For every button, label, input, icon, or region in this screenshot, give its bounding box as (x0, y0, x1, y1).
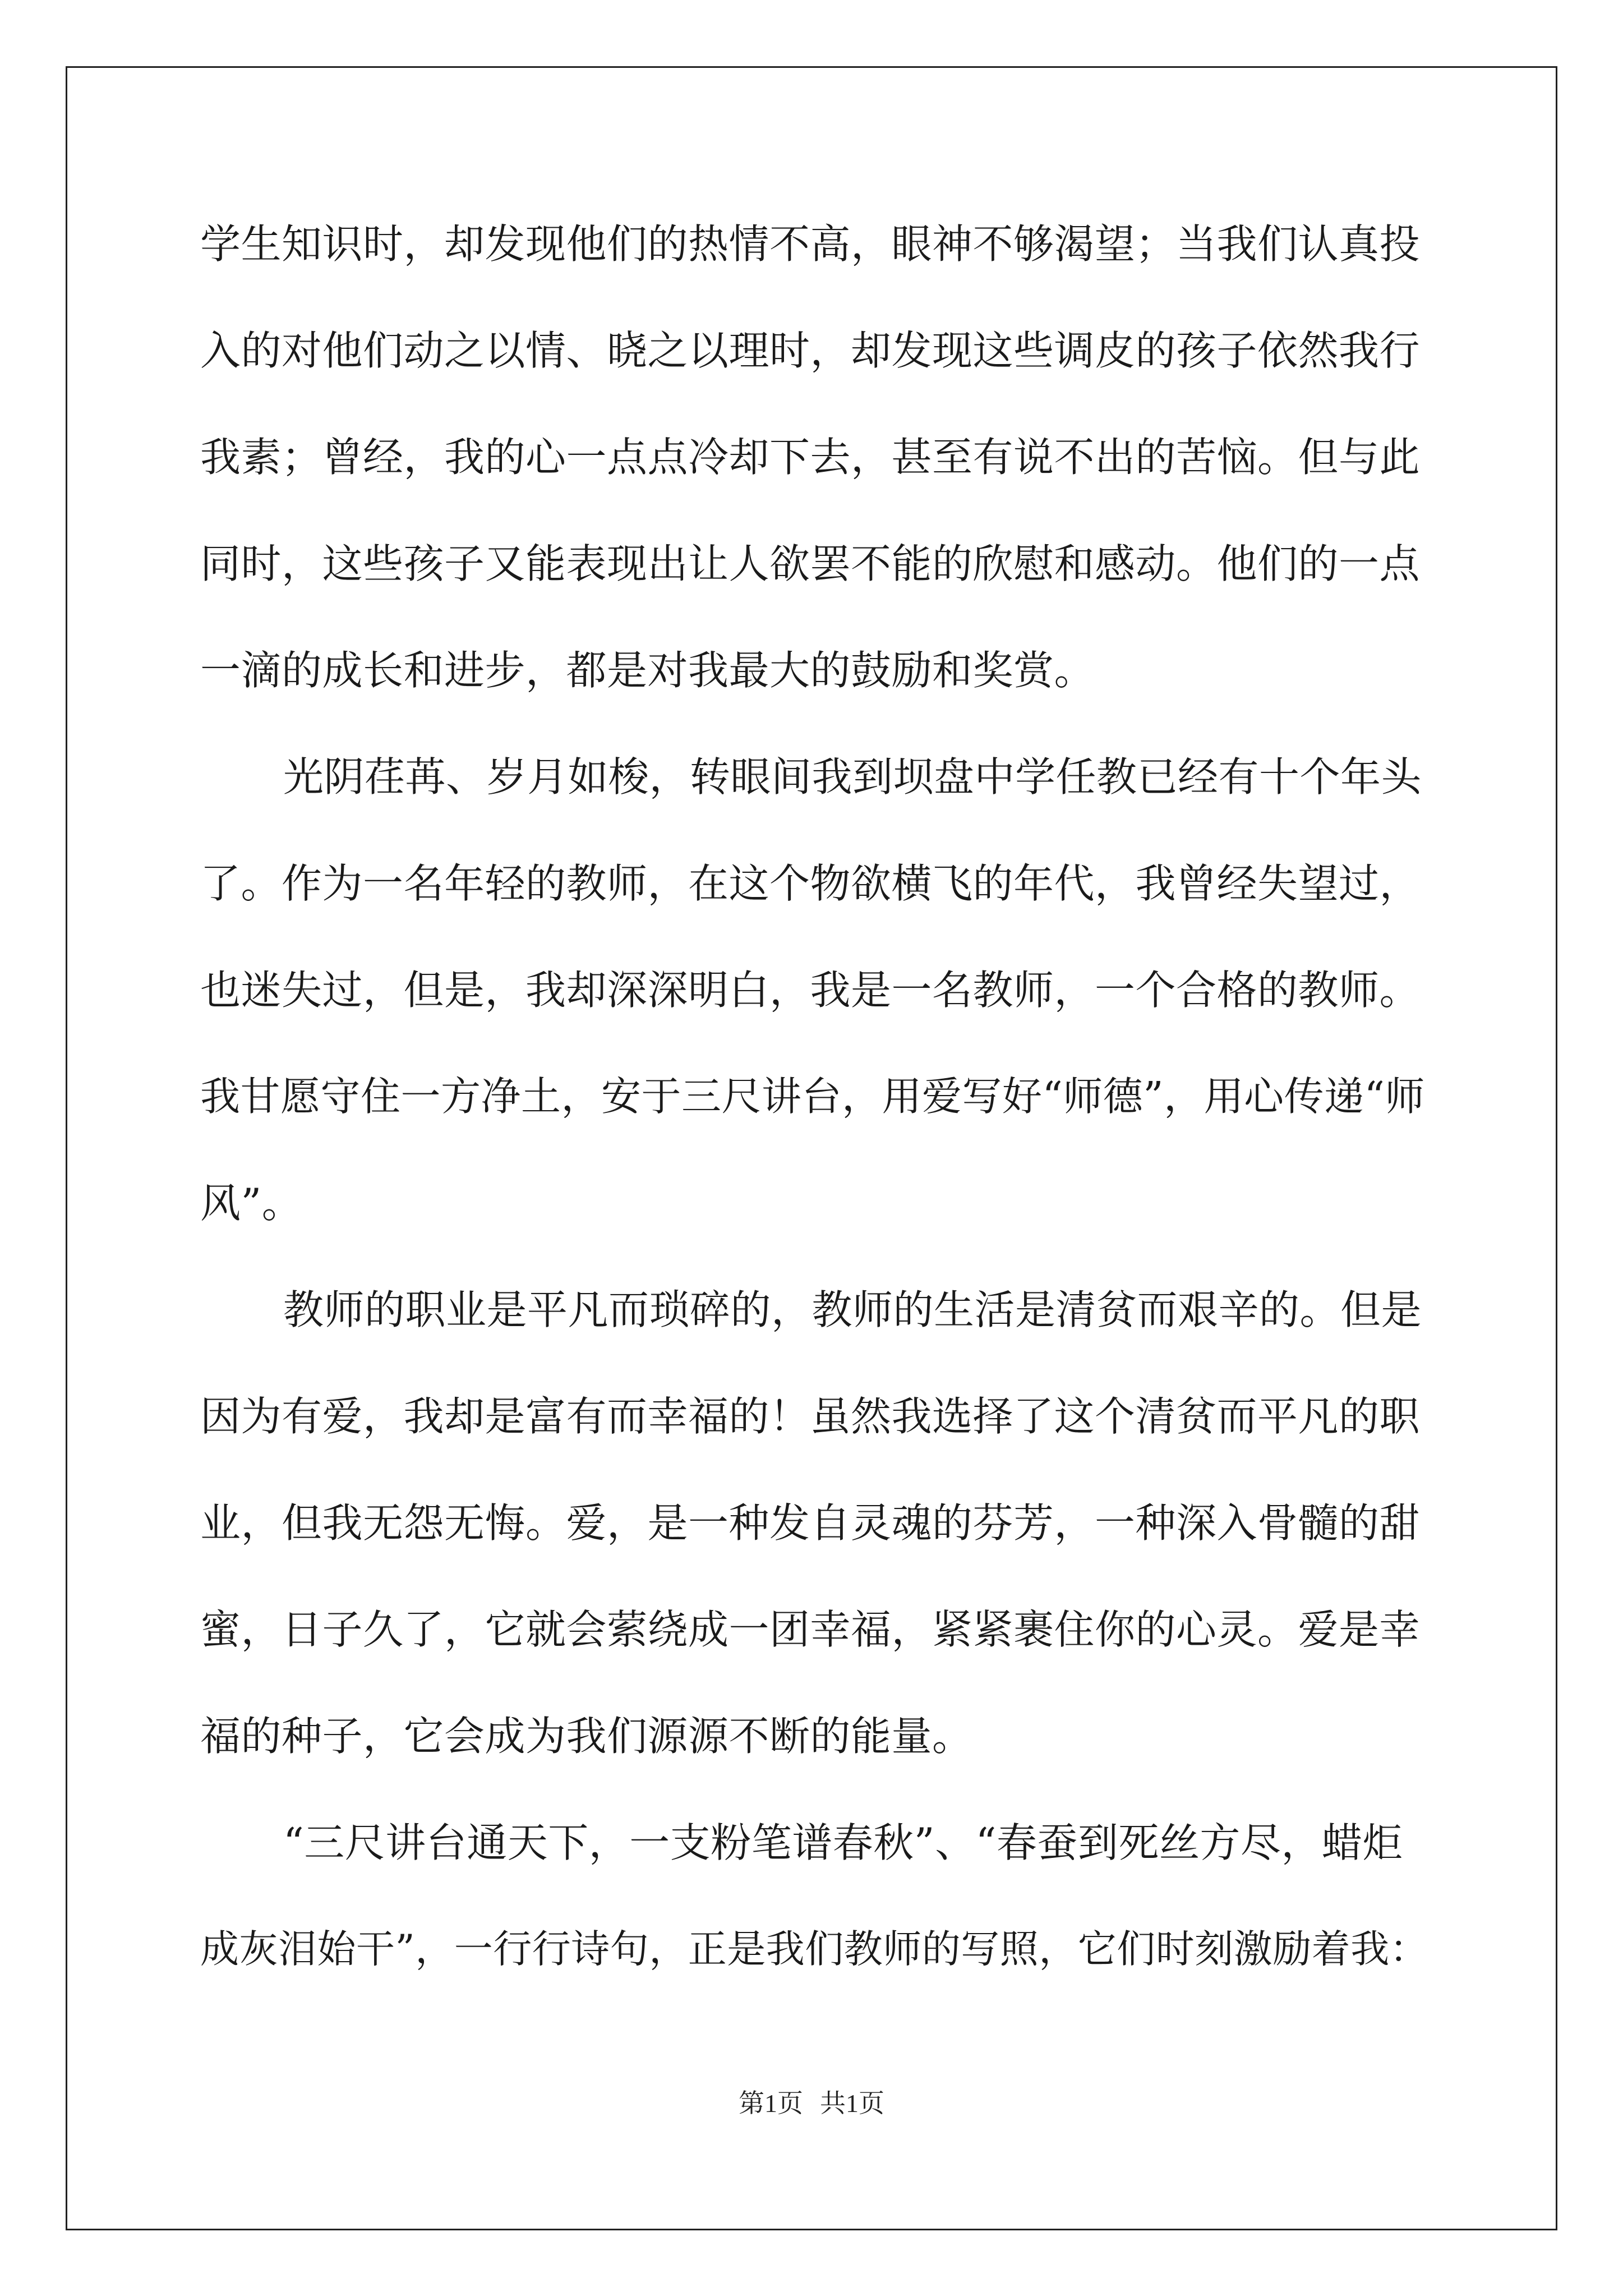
text-line: 蜜，日子久了，它就会萦绕成一团幸福，紧紧裹住你的心灵。爱是幸 (200, 1606, 1421, 1653)
text-line: 成灰泪始干”，一行行诗句，正是我们教师的写照，它们时刻激励着我： (200, 1927, 1429, 1972)
text-line: 了。作为一名年轻的教师，在这个物欲横飞的年代，我曾经失望过， (200, 860, 1421, 907)
text-line: 因为有爱，我却是富有而幸福的！虽然我选择了这个清贫而平凡的职 (200, 1393, 1421, 1440)
document-body (200, 191, 1428, 2003)
text-line: 一滴的成长和进步，都是对我最大的鼓励和奖赏。 (200, 647, 1095, 694)
text-line: 入的对他们动之以情、晓之以理时，却发现这些调皮的孩子依然我行 (200, 327, 1421, 374)
text-line: 风”。 (200, 1180, 303, 1227)
text-line: 也迷失过，但是，我却深深明白，我是一名教师，一个合格的教师。 (200, 967, 1421, 1014)
text-line: 业，但我无怨无悔。爱，是一种发自灵魂的芬芳，一种深入骨髓的甜 (200, 1499, 1421, 1547)
page-footer (0, 2087, 1623, 2120)
text-line: 学生知识时，却发现他们的热情不高，眼神不够渴望；当我们认真投 (200, 220, 1421, 268)
text-line: 光阴荏苒、岁月如梭，转眼间我到坝盘中学任教已经有十个年头 (283, 753, 1422, 800)
page-number: 第1页 (739, 2089, 803, 2118)
text-line: 教师的职业是平凡而琐碎的，教师的生活是清贫而艰辛的。但是 (283, 1286, 1422, 1333)
text-line: 同时，这些孩子又能表现出让人欲罢不能的欣慰和感动。他们的一点 (200, 540, 1421, 587)
text-line: “三尺讲台通天下，一支粉笔谱春秋”、“春蚕到死丝方尽，蜡炬 (283, 1819, 1403, 1866)
page-total: 共1页 (820, 2089, 884, 2118)
text-line: 福的种子，它会成为我们源源不断的能量。 (200, 1713, 973, 1760)
text-line: 我素；曾经，我的心一点点冷却下去，甚至有说不出的苦恼。但与此 (200, 434, 1421, 481)
text-line: 我甘愿守住一方净土，安于三尺讲台，用爱写好“师德”，用心传递“师 (200, 1073, 1425, 1120)
